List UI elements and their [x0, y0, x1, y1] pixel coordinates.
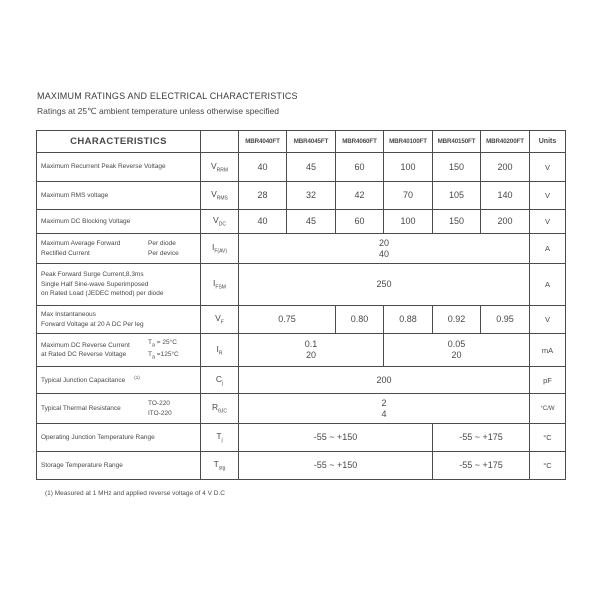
characteristics-header: CHARACTERISTICS: [37, 131, 201, 153]
value-cell: 0.95: [481, 306, 530, 334]
unit-cell: V: [530, 210, 566, 234]
table-row: [37, 234, 566, 264]
characteristic-label: Max Instantaneous Forward Voltage at 20 A DC Per leg: [37, 306, 201, 334]
characteristic-condition: TO-220 ITO-220: [148, 400, 172, 417]
symbol-cell: $V_F$: [201, 306, 239, 334]
table-row: [37, 153, 566, 182]
value-cell: 20 40: [239, 234, 530, 264]
table-row: [37, 367, 566, 394]
symbol-cell: $V_{DC}$: [201, 210, 239, 234]
symbol-cell: $T_{stg}$: [201, 452, 239, 480]
table-row: [37, 182, 566, 210]
value-cell: 140: [481, 182, 530, 210]
symbol-cell: $V_{RMS}$: [201, 182, 239, 210]
symbol-cell: $I_{F(AV)}$: [201, 234, 239, 264]
unit-cell: V: [530, 153, 566, 182]
part-number-header: MBR4060FT: [336, 131, 384, 153]
unit-cell: pF: [530, 367, 566, 394]
unit-cell: °C: [530, 424, 566, 452]
part-number-header: MBR40100FT: [384, 131, 433, 153]
part-number-header: MBR4040FT: [239, 131, 287, 153]
value-cell: -55 ~ +150: [239, 424, 433, 452]
value-cell: 2 4: [239, 394, 530, 424]
symbol-cell: $I_{FSM}$: [201, 264, 239, 306]
unit-cell: °C: [530, 452, 566, 480]
value-cell: 150: [433, 210, 481, 234]
units-header: Units: [530, 131, 566, 153]
value-cell: 100: [384, 153, 433, 182]
value-cell: 40: [239, 210, 287, 234]
value-cell: 105: [433, 182, 481, 210]
symbol-cell: $V_{RRM}$: [201, 153, 239, 182]
value-cell: 0.1 20: [239, 334, 384, 367]
value-cell: 200: [481, 210, 530, 234]
value-cell: 100: [384, 210, 433, 234]
footnote: (1) Measured at 1 MHz and applied reverse voltage of 4 V D.C: [45, 490, 225, 497]
characteristic-label: Maximum RMS voltage: [37, 182, 201, 210]
unit-cell: A: [530, 234, 566, 264]
value-cell: -55 ~ +175: [433, 424, 530, 452]
table-row: [37, 424, 566, 452]
value-cell: 200: [239, 367, 530, 394]
value-cell: 28: [239, 182, 287, 210]
characteristic-label: Typical Junction Capacitance $^{(1)}$: [37, 367, 201, 394]
value-cell: 0.75: [239, 306, 336, 334]
part-number-header: MBR4045FT: [287, 131, 336, 153]
value-cell: 150: [433, 153, 481, 182]
characteristic-label: Maximum DC Blocking Voltage: [37, 210, 201, 234]
value-cell: 200: [481, 153, 530, 182]
characteristics-table: [36, 130, 566, 480]
value-cell: 0.92: [433, 306, 481, 334]
characteristic-label: Maximum DC Reverse Current at Rated DC Reverse Voltage $T_a = 25^\circ C$ $T_a =125^\circ C$: [37, 334, 201, 367]
symbol-cell: $I_R$: [201, 334, 239, 367]
value-cell: 42: [336, 182, 384, 210]
value-cell: 32: [287, 182, 336, 210]
value-cell: 45: [287, 153, 336, 182]
characteristic-label: Operating Junction Temperature Range: [37, 424, 201, 452]
value-cell: 60: [336, 153, 384, 182]
characteristic-label: Maximum Average Forward Rectified Current Per diode Per device: [37, 234, 201, 264]
characteristic-label: Storage Temperature Range: [37, 452, 201, 480]
value-cell: 0.05 20: [384, 334, 530, 367]
table-header-row: [37, 131, 566, 153]
symbol-cell: $T_j$: [201, 424, 239, 452]
symbol-cell: $C_j$: [201, 367, 239, 394]
page-title: MAXIMUM RATINGS AND ELECTRICAL CHARACTERISTICS: [37, 91, 298, 101]
part-number-header: MBR40200FT: [481, 131, 530, 153]
characteristic-label: Peak Forward Surge Current,8.3ms Single Half Sine-wave Superimposed on Rated Load (JEDEC method) per diode: [37, 264, 201, 306]
value-cell: 70: [384, 182, 433, 210]
characteristic-label: Typical Thermal Resistance TO-220 ITO-220: [37, 394, 201, 424]
table-row: [37, 210, 566, 234]
value-cell: 0.88: [384, 306, 433, 334]
value-cell: 0.80: [336, 306, 384, 334]
characteristic-condition: Per diode Per device: [148, 240, 179, 257]
table-row: [37, 306, 566, 334]
unit-cell: °C/W: [530, 394, 566, 424]
table-row: [37, 394, 566, 424]
unit-cell: V: [530, 306, 566, 334]
value-cell: 250: [239, 264, 530, 306]
table-row: [37, 452, 566, 480]
table-row: [37, 334, 566, 367]
unit-cell: mA: [530, 334, 566, 367]
symbol-column-header: [201, 131, 239, 153]
part-number-header: MBR40150FT: [433, 131, 481, 153]
value-cell: 60: [336, 210, 384, 234]
value-cell: -55 ~ +150: [239, 452, 433, 480]
page-subtitle: Ratings at 25℃ ambient temperature unless otherwise specified: [37, 106, 280, 116]
characteristic-condition: $T_a = 25^\circ C$ $T_a =125^\circ C$: [148, 338, 179, 361]
symbol-cell: $R_{\theta JC}$: [201, 394, 239, 424]
value-cell: 45: [287, 210, 336, 234]
unit-cell: A: [530, 264, 566, 306]
unit-cell: V: [530, 182, 566, 210]
table-row: [37, 264, 566, 306]
characteristic-label: Maximum Recurrent Peak Reverse Voltage: [37, 153, 201, 182]
value-cell: -55 ~ +175: [433, 452, 530, 480]
value-cell: 40: [239, 153, 287, 182]
